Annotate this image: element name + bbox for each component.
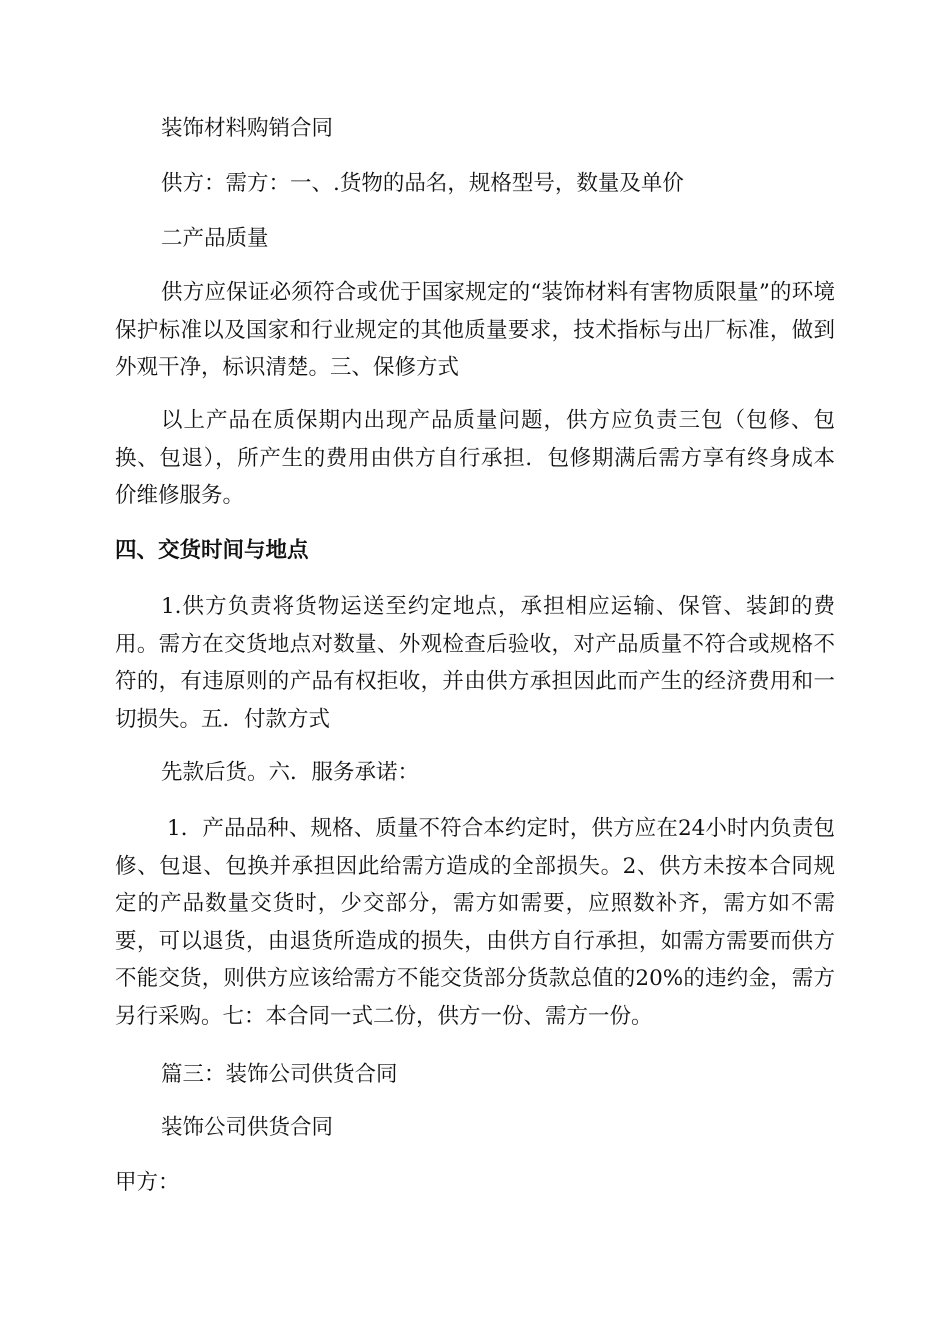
delivery-paragraph: 1.供方负责将货物运送至约定地点，承担相应运输、保管、装卸的费用。需方在交货地点对数量、外观检查后验收，对产品质量不符合或规格不符的，有违原则的产品有权拒收，并由供方承担因此而产生的经济费用和一切损失。五．付款方式 [115, 594, 835, 732]
section-delivery-heading: 四、交货时间与地点 [115, 538, 309, 563]
section-quality-heading: 二产品质量 [161, 226, 269, 251]
warranty-paragraph: 以上产品在质保期内出现产品质量问题，供方应负责三包（包修、包换、包退），所产生的费用由供方自行承担．包修期满后需方享有终身成本价维修服务。 [115, 408, 835, 508]
supply-contract-title: 装饰公司供货合同 [161, 1115, 334, 1140]
payment-service-paragraph: 先款后货。六．服务承诺： [161, 760, 420, 785]
contract-title: 装饰材料购销合同 [161, 116, 334, 141]
chapter-three-heading: 篇三：装饰公司供货合同 [161, 1062, 398, 1087]
service-commitment-paragraph: 1．产品品种、规格、质量不符合本约定时，供方应在24小时内负责包修、包退、包换并承担因此给需方造成的全部损失。2、供方未按本合同规定的产品数量交货时，少交部分，需方如需要，应照数补齐，需方如不需要，可以退货，由退货所造成的损失，由供方自行承担，如需方需要而供方不能交货，则供方应该给需方不能交货部分货款总值的20%的违约金，需方另行采购。七：本合同一式二份，供方一份、需方一份。 [115, 816, 835, 1029]
parties-and-goods-heading: 供方：需方：一、.货物的品名，规格型号，数量及单价 [161, 171, 684, 196]
party-a-label: 甲方： [115, 1170, 180, 1195]
quality-paragraph: 供方应保证必须符合或优于国家规定的“装饰材料有害物质限量”的环境保护标准以及国家和行业规定的其他质量要求，技术指标与出厂标准，做到外观干净，标识清楚。三、保修方式 [115, 280, 835, 380]
